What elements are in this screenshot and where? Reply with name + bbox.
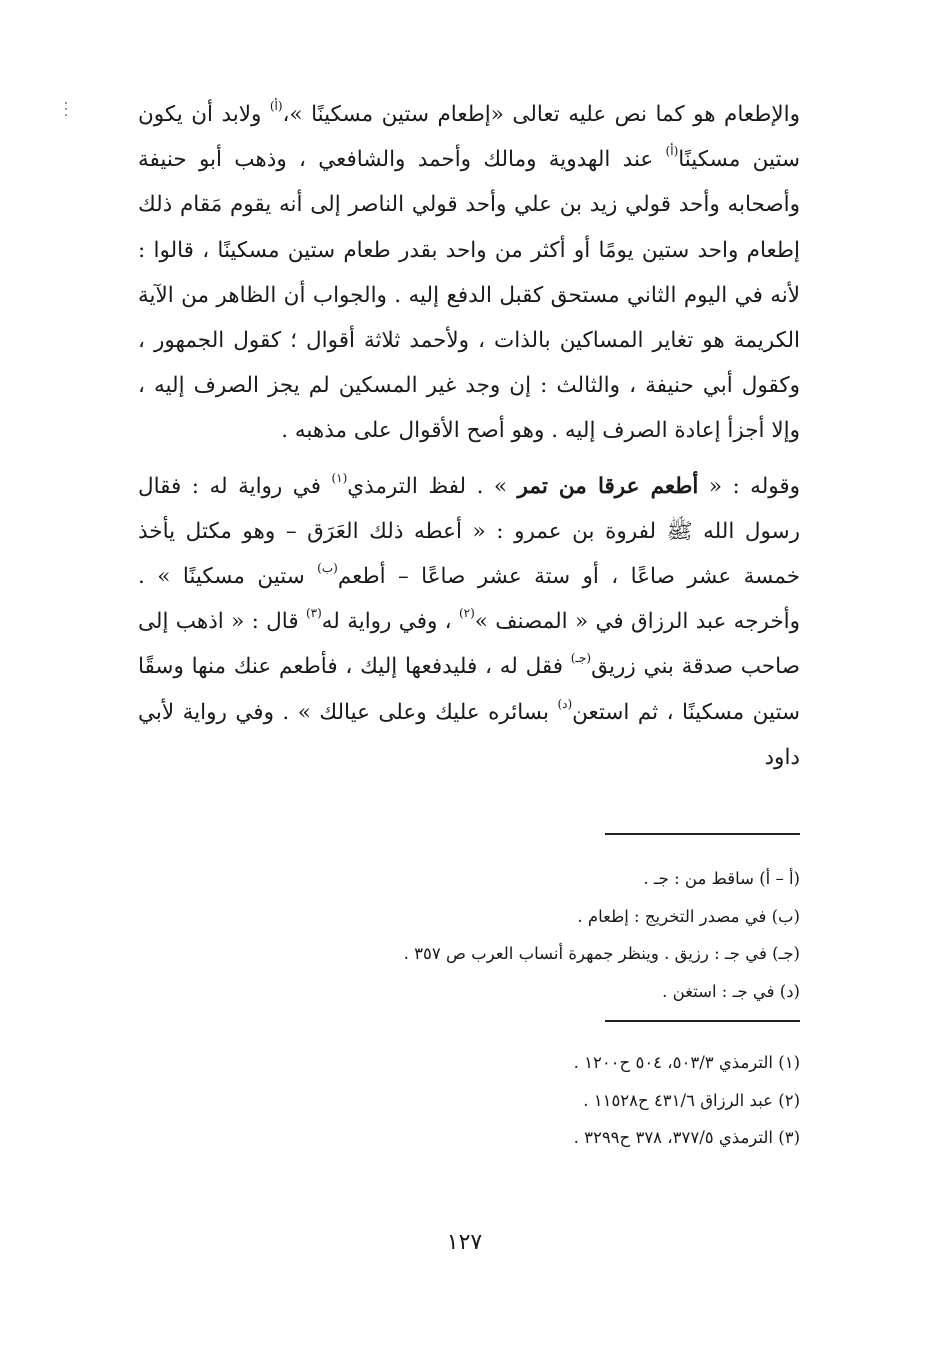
footnote-marker: (١) [331,470,348,485]
paragraph-2: وقوله : « أطعم عرقا من تمر » . لفظ الترمذي$^{(١)}$ في رواية له : فقال رسول الله ﷺ لفروة بن عمرو : « أعطه ذلك العَرَق – وهو مكتل يأخذ خمسة عشر صاعًا ، أو ستة عشر صاعًا – أطعم$^{(ب)}$ ستين مسكينًا » . وأخرجه عبد الرزاق في « المصنف »$^{(٢)}$ ، وفي رواية له$^{(٣)}$ قال : « اذهب إلى صاحب صدقة بني زريق$^{(جـ)}$ فقل له ، فليدفعها إليك ، فأطعم عنك منها وسقًا ستين مسكينًا ، ثم استعن$^{(د)}$ بسائره عليك وعلى عيالك » . وفي رواية لأبي داود [138,470,801,770]
variant-note: (ب) في مصدر التخريج : إطعام . [577,906,800,926]
hadith-quote: أطعم عرقا من تمر [517,473,699,499]
variant-note: (أ – أ) ساقط من : جـ . [643,869,800,888]
note-marker: (أ) [269,99,283,114]
variant-notes [280,860,800,1010]
source-footnotes [280,1044,800,1157]
note-marker: (ب) [317,561,338,576]
note-marker: (د) [557,696,573,711]
variant-note: (د) في جـ : استغن . [662,981,800,1001]
footnote: (٢) عبد الرزاق ٤٣١/٦ ح١١٥٢٨ . [583,1090,800,1110]
footnote: (٣) الترمذي ٣٧٧/٥، ٣٧٨ ح٣٢٩٩ . [573,1128,800,1147]
footnote-marker: (٢) [458,606,475,621]
footnotes-divider [605,1020,800,1022]
paragraph-1: والإطعام هو كما نص عليه تعالى «إطعام ستين مسكينًا »،$^{(أ)}$ ولابد أن يكون ستين مسكينًا$^{(أ)}$ عند الهدوية ومالك وأحمد والشافعي ، وذهب أبو حنيفة وأصحابه وأحد قولي زيد بن علي وأحد قولي الناصر إلى أنه يقوم مَقام ذلك إطعام واحد ستين يومًا أو أكثر من واحد بقدر طعام ستين مسكينًا ، قالوا : لأنه في اليوم الثاني مستحق كقبل الدفع إليه . والجواب أن الظاهر من الآية الكريمة هو تغاير المساكين بالذات ، ولأحمد ثلاثة أقوال ؛ كقول الجمهور ، وكقول أبي حنيفة ، والثالث : إن وجد غير المسكين لم يجز الصرف إليه ، وإلا أجزأ إعادة الصرف إليه . وهو أصح الأقوال على مذهبه . [138,99,800,444]
page-number: ١٢٧ [446,1230,483,1255]
main-text [138,92,800,780]
footnote-marker: (٣) [305,606,322,621]
note-marker: (جـ) [570,651,592,666]
margin-mark [62,98,70,126]
note-marker: (أ) [665,144,679,159]
notes-divider [605,833,800,835]
variant-note: (جـ) في جـ : رزيق . وينظر جمهرة أنساب العرب ص ٣٥٧ . [403,944,800,963]
footnote: (١) الترمذي ٥٠٣/٣، ٥٠٤ ح١٢٠٠ . [573,1053,800,1072]
